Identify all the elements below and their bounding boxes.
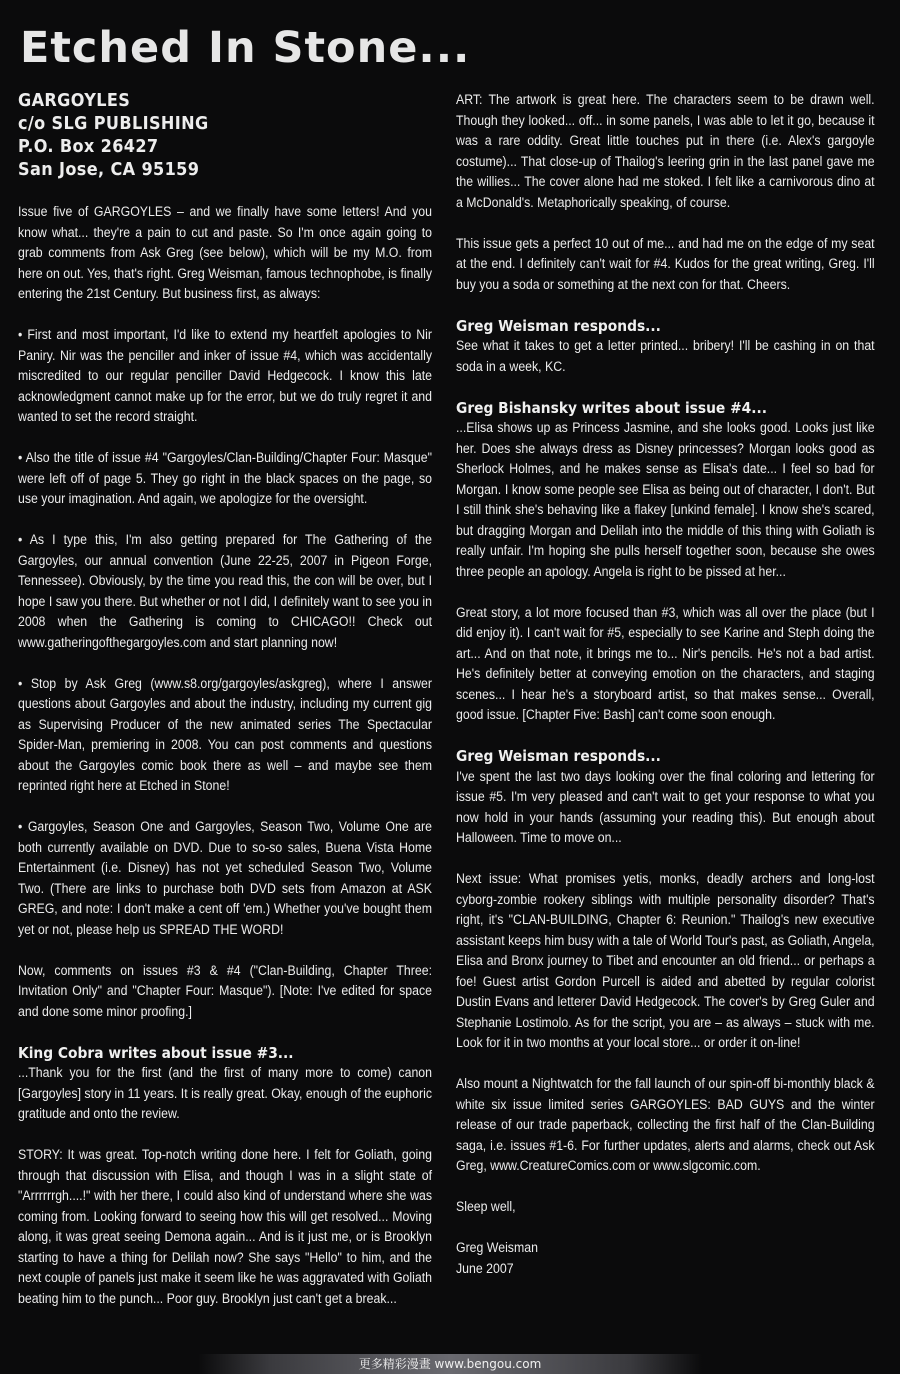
response-heading: Greg Weisman responds... <box>456 316 661 335</box>
next-issue-paragraph: Next issue: What promises yetis, monks, deadly archers and long-lost cyborg-zombie rookery siblings with multiple personality disorder? That's right, it's "CLAN-BUILDING, Chapter 6: Reunion." Thailog's new executive assistant keeps him busy with a tale of World Tour's past, as Goliath, Angela, Elisa and Bronx journey to Tibet and encounter an old friend... or perhaps a foe! Guest artist Gordon Purcell is aided and abetted by regular colorist Dustin Evans and letterer David Hedgecock. The cover's by Greg Guler and Stephanie Lostimolo. As for the script, you are – as always – stuck with me. Look for it in two months at your local store... or order it on-line! <box>456 871 875 1050</box>
bad-guys-paragraph: Also mount a Nightwatch for the fall launch of our spin-off bi-monthly black & white six issue limited series GARGOYLES: BAD GUYS and the winter release of our trade paperback, collecting the first half of the Clan-Building saga, i.e. issues #1-6. For further updates, alerts and alarms, check out Ask Greg, www.CreatureComics.com or www.slgcomic.com. <box>456 1076 875 1173</box>
letter-heading-king-cobra: King Cobra writes about issue #3... <box>18 1043 294 1062</box>
letter-paragraph-rating: This issue gets a perfect 10 out of me... and had me on the edge of my seat at the end. I definitely can't wait for #4. Kudos for the great writing, Greg. I'll buy you a soda or something at the next con for that. Cheers. <box>456 235 875 292</box>
bullet-apology: • First and most important, I'd like to extend my heartfelt apologies to Nir Paniry. Nir was the penciller and inker of issue #4, which was accidentally miscredited to our regular penciller David Hedgecock. I know this late acknowledgment cannot make up for the error, but we do truly regret it and wanted to set the record straight. <box>18 327 432 424</box>
address-line: c/o SLG PUBLISHING <box>18 114 209 134</box>
left-column <box>18 90 432 1330</box>
signature-name: Greg Weisman <box>456 1240 538 1255</box>
letter-heading-bishansky: Greg Bishansky writes about issue #4... <box>456 398 767 417</box>
bullet-gathering: • As I type this, I'm also getting prepared for The Gathering of the Gargoyles, our annual convention (June 22-25, 2007 in Pigeon Forge, Tennessee). Obviously, by the time you read this, the con will be over, but I hope I saw you there. But whether or not I did, I definitely want to see you in 2008 when the Gathering is coming to CHICAGO!! Check out www.gatheringofthegargoyles.com and start planning now! <box>18 532 432 650</box>
bullet-dvd: • Gargoyles, Season One and Gargoyles, Season Two, Volume One are both currently available on DVD. Due to so-so sales, Buena Vista Home Entertainment (i.e. Disney) has not yet scheduled Season Two, Volume Two. (There are links to purchase both DVD sets from Amazon at ASK GREG, and note: I don't make a cent off 'em.) Whether you've bought them yet or not, please help us SPREAD THE WORD! <box>18 819 432 937</box>
right-column <box>456 90 875 1279</box>
letter-paragraph-art: ART: The artwork is great here. The characters seem to be drawn well. Though they looked... off... in some panels, I was able to let it go, because it was a rare oddity. Great little touches put in there (i.e. Alex's gargoyle costume)... That close-up of Thailog's leering grin in the last panel gave me the willies... The cover alone had me stoked. I felt like a carnivorous dino at a McDonald's. Metaphorically speaking, of course. <box>456 92 875 210</box>
address-line: San Jose, CA 95159 <box>18 160 200 180</box>
address-line: P.O. Box 26427 <box>18 137 159 157</box>
mailing-address <box>18 90 432 182</box>
page-title: Etched In Stone... <box>20 23 471 73</box>
watermark-footer: 更多精彩漫畫 www.bengou.com <box>0 1354 900 1374</box>
bullet-title-correction: • Also the title of issue #4 "Gargoyles/Clan-Building/Chapter Four: Masque" were left off of page 5. They go right in the black spaces on the page, so use your imagination. And again, we apologize for the oversight. <box>18 450 432 506</box>
letter-paragraph: ...Thank you for the first (and the first of many more to come) canon [Gargoyles] story in 11 years. It is really great. Okay, enough of the euphoric gratitude and onto the review. <box>18 1065 432 1121</box>
response-heading: Greg Weisman responds... <box>456 747 661 765</box>
response-paragraph: I've spent the last two days looking over the final coloring and lettering for issue #5. I'm very pleased and can't wait to get your response to what you now hold in your hands (assuming your reading this). But enough about Halloween. Time to move on... <box>456 768 875 845</box>
comments-intro: Now, comments on issues #3 & #4 ("Clan-Building, Chapter Three: Invitation Only" and "Chapter Four: Masque"). [Note: I've edited for space and done some minor proofing.] <box>18 962 432 1019</box>
intro-paragraph: Issue five of GARGOYLES – and we finally have some letters! And you know what... they're a pain to cut and paste. So I'm once again going to grab comments from Ask Greg (see below), which will be my M.O. from here on out. Yes, that's right. Greg Weisman, famous technophobe, is finally entering the 21st Century. But business first, as always: <box>18 204 432 301</box>
signature-date: June 2007 <box>456 1260 514 1276</box>
signature-block <box>456 1197 875 1279</box>
sign-off: Sleep well, <box>456 1199 516 1214</box>
bullet-ask-greg: • Stop by Ask Greg (www.s8.org/gargoyles/askgreg), where I answer questions about Gargoyles and about the industry, including my current gig as Supervising Producer of the new animated series The Spectacular Spider-Man, premiering in 2008. You can post comments and questions about the Gargoyles comic book there as well – and maybe see them reprinted right here at Etched in Stone! <box>18 675 432 793</box>
response-paragraph: See what it takes to get a letter printed... bribery! I'll be cashing in on that soda in a week, KC. <box>456 338 875 374</box>
letter-paragraph: STORY: It was great. Top-notch writing done here. I felt for Goliath, going through that discussion with Elisa, and though I was in a slight state of "Arrrrrrgh....!" with her there, I could also kind of understand where she was coming from. Looking forward to seeing how this will get resolved... Moving along, it was great seeing Demona again... And is it just me, or is Brooklyn starting to have a thing for Delilah now? She says "Hello" to him, and the next couple of panels just make it seem like he was aggravated with Goliath beating him to the punch... Poor guy. Brooklyn just can't get a break... <box>18 1147 432 1306</box>
letter-paragraph: Great story, a lot more focused than #3, which was all over the place (but I did enjoy it). I can't wait for #5, especially to see Karine and Steph doing the art... And on that note, it brings me to... Nir's pencils. He's not a bad artist. He's definitely better at conveying emotion on the characters, and staging scenes... I hear he's a storyboard artist, so that makes sense... Overall, good issue. [Chapter Five: Bash] can't come soon enough. <box>456 604 875 722</box>
address-line: GARGOYLES <box>18 91 131 111</box>
letter-paragraph: ...Elisa shows up as Princess Jasmine, and she looks good. Looks just like her. Does she always dress as Disney princesses? Morgan looks good as Sherlock Holmes, and he makes sense as Elisa's date... I feel so bad for Morgan. I know some people see Elisa as being out of character, I don't. But I still think she's behaving like a flakey [unkind female]. I know she's scared, but dragging Morgan and Delilah into the middle of this thing with Goliath is really unfair. I'm hoping she pulls herself together soon, because she owes three people an apology. Angela is right to be pissed at her... <box>456 420 875 579</box>
